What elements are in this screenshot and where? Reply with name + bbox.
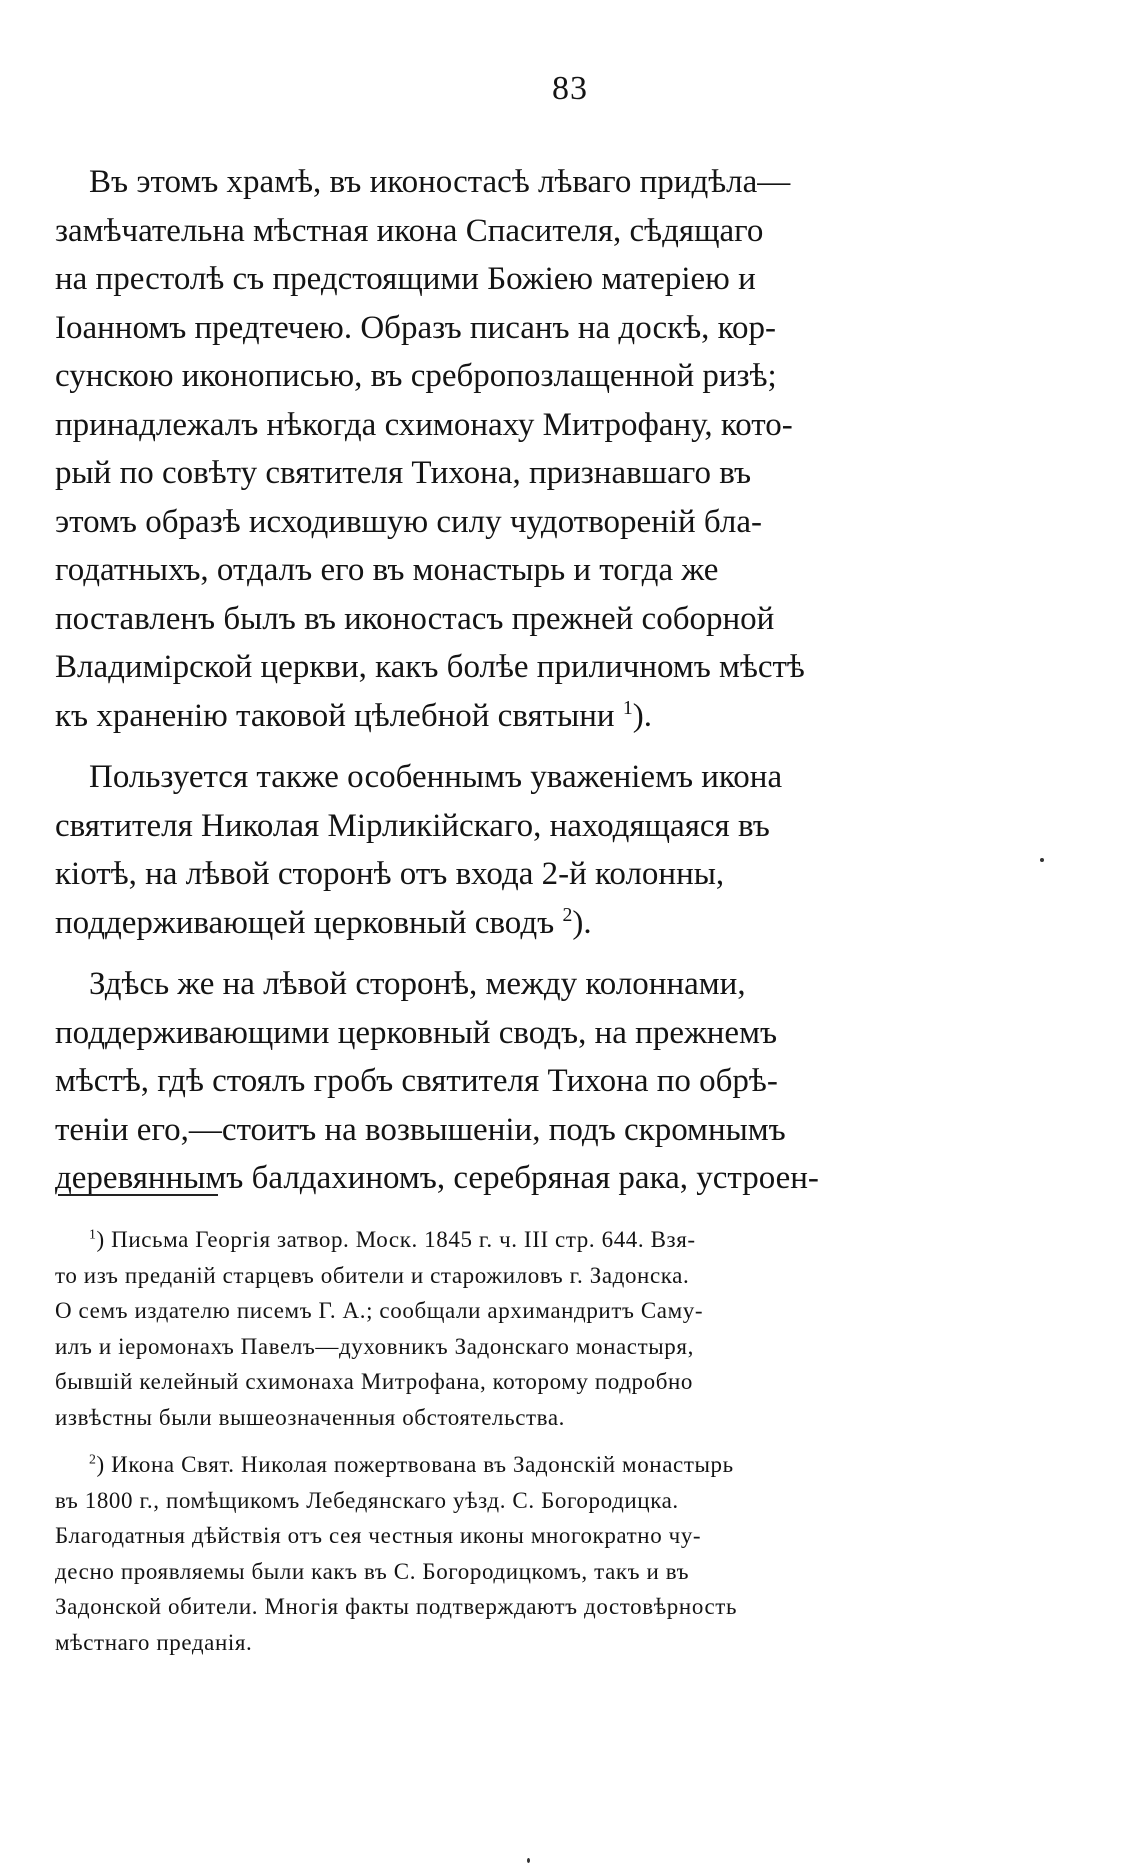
footnotes (55, 1222, 935, 1672)
footnote-2 (55, 1447, 935, 1660)
footnote-line: десно проявляемы были какъ въ С. Богородицкомъ, такъ и въ (55, 1558, 690, 1584)
text-line: на престолѣ съ предстоящими Божіею матеріею и (55, 261, 756, 297)
text-line: Пользуется также особеннымъ уваженіемъ икона (89, 759, 783, 795)
text-line: Владимірской церкви, какъ болѣе приличномъ мѣстѣ (55, 649, 805, 685)
footnote-separator (58, 1194, 218, 1196)
text-line: святителя Николая Мірликійскаго, находящаяся въ (55, 807, 770, 844)
text-line: Іоанномъ предтечею. Образъ писанъ на доскѣ, кор- (55, 309, 776, 346)
text-line: годатныхъ, отдалъ его въ монастырь и тогда же (55, 552, 719, 588)
text-line: кіотѣ, на лѣвой сторонѣ отъ входа 2-й колонны, (55, 856, 725, 892)
text-line: Здѣсь же на лѣвой сторонѣ, между колоннами, (89, 966, 746, 1002)
footnote-line: илъ и іеромонахъ Павелъ—духовникъ Задонскаго монастыря, (55, 1333, 694, 1359)
footnote-line: извѣстны были вышеозначенныя обстоятельства. (55, 1404, 565, 1430)
footnote-ref-1[interactable]: 1 (622, 696, 633, 719)
text-line: теніи его,—стоитъ на возвышеніи, подъ скромнымъ (55, 1111, 786, 1148)
footnote-line: О семъ издателю писемъ Г. А.; сообщали архимандритъ Саму- (55, 1298, 704, 1323)
paragraph-3 (55, 960, 925, 1203)
text-line-content: къ храненію таковой цѣлебной святыни (55, 697, 615, 734)
footnote-1 (55, 1222, 935, 1435)
scan-speck (1040, 858, 1044, 862)
text-line: Въ этомъ храмѣ, въ иконостасѣ лѣваго придѣла— (89, 164, 791, 200)
page-number: 83 (552, 70, 588, 107)
main-text (55, 158, 925, 1216)
text-line: мѣстѣ, гдѣ стоялъ гробъ святителя Тихона по обрѣ- (55, 1063, 778, 1099)
paragraph-1 (55, 158, 925, 740)
footnote-line-content: ) Письма Георгія затвор. Моск. 1845 г. ч. III стр. 644. Взя- (96, 1227, 696, 1252)
text-line: сунскою иконописью, въ сребропозлащенной ризѣ; (55, 358, 777, 394)
footnote-line: въ 1800 г., помѣщикомъ Лебедянскаго уѣзд. С. Богородицка. (55, 1487, 679, 1513)
text-line: замѣчательна мѣстная икона Спасителя, сѣдящаго (55, 212, 764, 249)
text-line (55, 692, 925, 741)
text-line-content: поддерживающей церковный сводъ (55, 904, 555, 941)
text-line: поставленъ былъ въ иконостасъ прежней соборной (55, 600, 775, 637)
footnote-line-content: ) Икона Свят. Николая пожертвована въ Задонскій монастырь (96, 1452, 734, 1477)
footnote-marker: 1 (89, 1226, 97, 1242)
closing-punctuation: ). (572, 904, 592, 941)
text-line: поддерживающими церковный сводъ, на прежнемъ (55, 1014, 778, 1051)
paragraph-2 (55, 753, 925, 947)
text-line: рый по совѣту святителя Тихона, признавшаго въ (55, 455, 752, 491)
footnote-line: Благодатныя дѣйствія отъ сея честныя иконы многократно чу- (55, 1523, 702, 1548)
footnote-line (55, 1447, 935, 1483)
scan-speck (527, 1858, 530, 1863)
footnote-line: Задонской обители. Многія факты подтверждаютъ достовѣрность (55, 1594, 738, 1619)
closing-punctuation: ). (632, 697, 652, 734)
text-line: принадлежалъ нѣкогда схимонаху Митрофану, кото- (55, 406, 793, 443)
footnote-line: мѣстнаго преданія. (55, 1629, 253, 1655)
footnote-line (55, 1222, 935, 1258)
text-line: этомъ образѣ исходившую силу чудотвореній бла- (55, 503, 763, 540)
text-line: деревяннымъ балдахиномъ, серебряная рака, устроен- (55, 1160, 819, 1196)
footnote-line: бывшій келейный схимонаха Митрофана, которому подробно (55, 1369, 694, 1394)
footnote-marker: 2 (89, 1451, 97, 1467)
footnote-ref-2[interactable]: 2 (562, 903, 573, 926)
text-line (55, 899, 925, 948)
footnote-line: то изъ преданій старцевъ обители и старожиловъ г. Задонска. (55, 1262, 690, 1288)
